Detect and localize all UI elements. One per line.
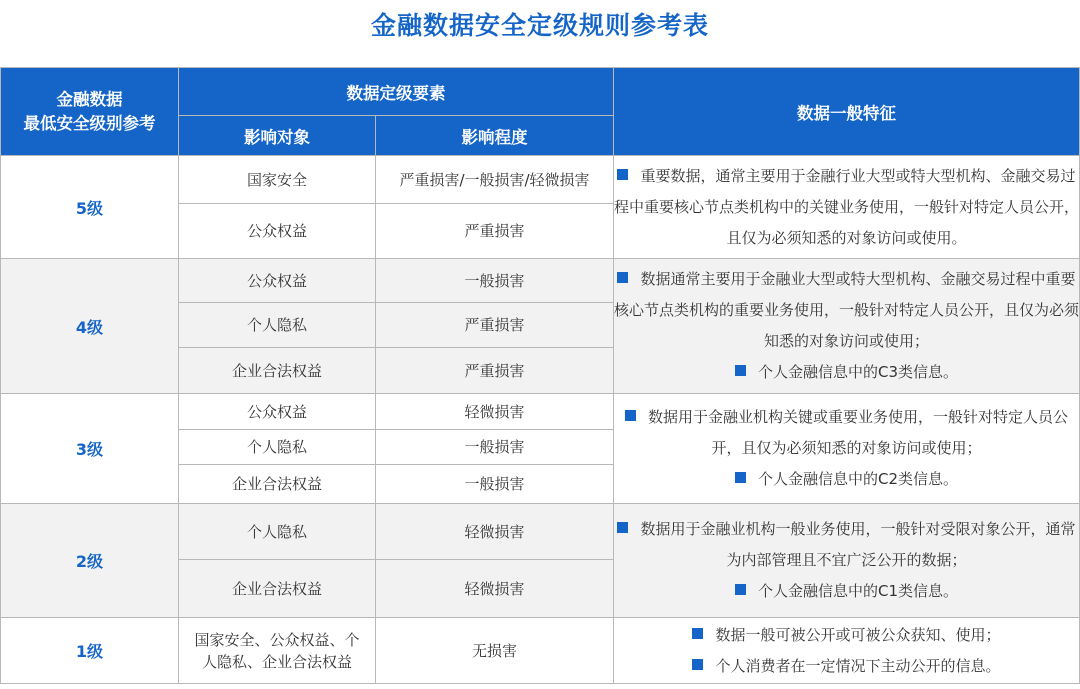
features-cell <box>614 394 1080 504</box>
min-level-header-line1: 金融数据 <box>56 89 123 109</box>
degree-cell: 一般损害 <box>376 259 614 303</box>
feature-text: 数据用于金融业机构关键或重要业务使用，一般针对特定人员公开，且仅为必须知悉的对象访问或使用； <box>647 408 1068 457</box>
features-cell <box>614 504 1080 618</box>
feature-text: 个人消费者在一定情况下主动公开的信息。 <box>715 656 1001 675</box>
square-bullet-icon <box>617 272 628 283</box>
features-header: 数据一般特征 <box>614 68 1080 156</box>
features-cell <box>614 618 1080 684</box>
feature-text: 数据通常主要用于金融业大型或特大型机构、金融交易过程中重要核心节点类机构的重要业务使用，一般针对特定人员公开，且仅为必须知悉的对象访问或使用； <box>614 270 1080 350</box>
degree-cell: 严重损害/一般损害/轻微损害 <box>376 156 614 204</box>
degree-cell: 轻微损害 <box>376 504 614 560</box>
features-cell <box>614 259 1080 394</box>
degree-cell: 严重损害 <box>376 303 614 348</box>
square-bullet-icon <box>735 365 746 376</box>
object-cell: 公众权益 <box>179 259 376 303</box>
object-cell: 企业合法权益 <box>179 348 376 394</box>
object-line: 人隐私、企业合法权益 <box>201 652 352 671</box>
object-cell: 个人隐私 <box>179 504 376 560</box>
square-bullet-icon <box>692 628 703 639</box>
min-level-header <box>1 68 179 156</box>
feature-text: 数据用于金融业机构一般业务使用，一般针对受限对象公开，通常为内部管理且不宜广泛公开的数据； <box>640 520 1076 569</box>
rating-table <box>0 67 1080 684</box>
square-bullet-icon <box>692 659 703 670</box>
object-cell: 个人隐私 <box>179 430 376 465</box>
feature-text: 重要数据，通常主要用于金融行业大型或特大型机构、金融交易过程中重要核心节点类机构中的关键业务使用，一般针对特定人员公开，且仅为必须知悉的对象访问或使用。 <box>614 166 1080 247</box>
table-row <box>1 618 1080 684</box>
feature-text: 个人金融信息中的C1类信息。 <box>757 582 959 600</box>
level-cell: 2级 <box>1 504 179 618</box>
features-cell <box>614 156 1080 259</box>
feature-text: 个人金融信息中的C2类信息。 <box>757 470 959 488</box>
square-bullet-icon <box>617 169 628 180</box>
degree-cell: 轻微损害 <box>376 560 614 618</box>
object-cell: 企业合法权益 <box>179 465 376 504</box>
degree-cell: 严重损害 <box>376 348 614 394</box>
object-cell <box>179 618 376 684</box>
square-bullet-icon <box>735 584 746 595</box>
object-cell: 公众权益 <box>179 204 376 259</box>
level-cell: 4级 <box>1 259 179 394</box>
table-row <box>1 259 1080 303</box>
table-row <box>1 394 1080 430</box>
square-bullet-icon <box>735 472 746 483</box>
degree-cell: 一般损害 <box>376 465 614 504</box>
object-cell: 企业合法权益 <box>179 560 376 618</box>
elements-header: 数据定级要素 <box>179 68 614 116</box>
table-row <box>1 156 1080 204</box>
degree-cell: 一般损害 <box>376 430 614 465</box>
feature-text: 个人金融信息中的C3类信息。 <box>757 363 959 381</box>
level-cell: 5级 <box>1 156 179 259</box>
object-cell: 个人隐私 <box>179 303 376 348</box>
square-bullet-icon <box>625 410 636 421</box>
table-row <box>1 504 1080 560</box>
object-line: 国家安全、公众权益、个 <box>194 630 360 649</box>
feature-text: 数据一般可被公开或可被公众获知、使用； <box>715 625 1001 644</box>
min-level-header-line2: 最低安全级别参考 <box>23 113 156 133</box>
level-cell: 1级 <box>1 618 179 684</box>
square-bullet-icon <box>617 522 628 533</box>
degree-cell: 严重损害 <box>376 204 614 259</box>
page-title: 金融数据安全定级规则参考表 <box>370 11 709 40</box>
degree-cell: 无损害 <box>376 618 614 684</box>
object-cell: 公众权益 <box>179 394 376 430</box>
level-cell: 3级 <box>1 394 179 504</box>
degree-cell: 轻微损害 <box>376 394 614 430</box>
degree-header: 影响程度 <box>376 116 614 156</box>
object-cell: 国家安全 <box>179 156 376 204</box>
object-header: 影响对象 <box>179 116 376 156</box>
